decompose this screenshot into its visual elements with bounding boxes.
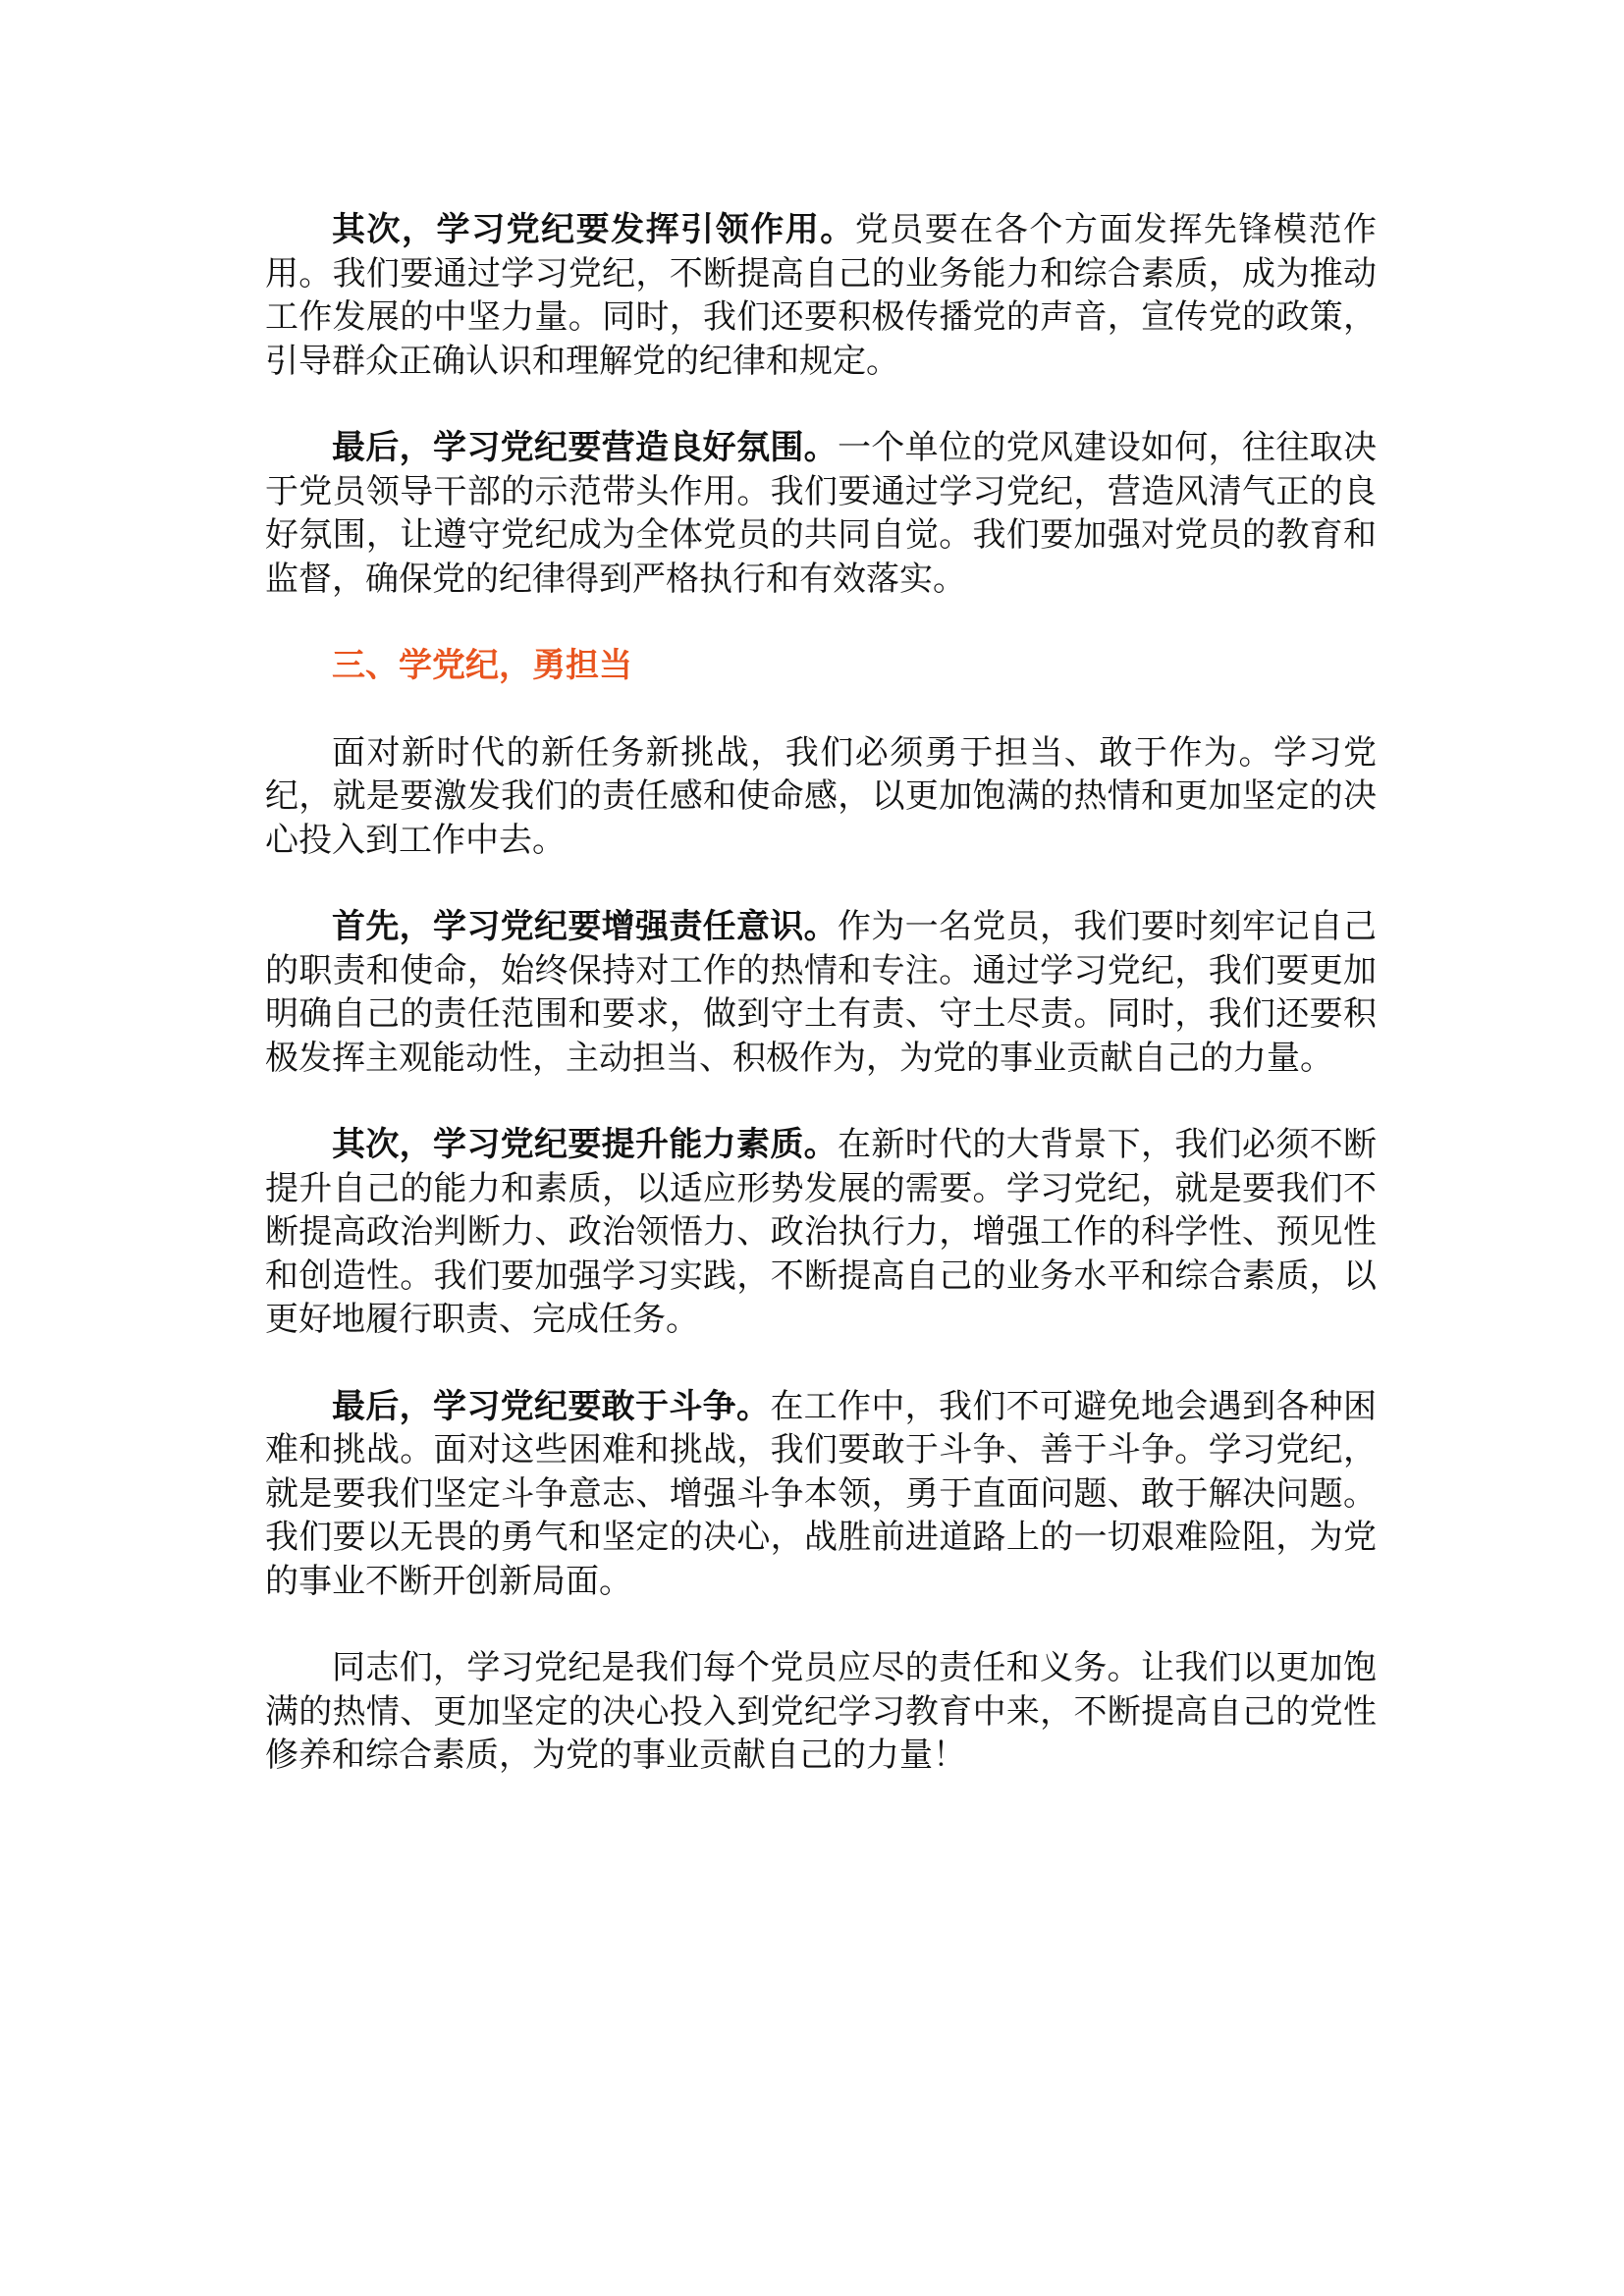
paragraph-body: 在工作中，我们不可避免地会遇到各种困难和挑战。面对这些困难和挑战，我们要敢于斗争、善于斗争。学习党纪，就是要我们坚定斗争意志、增强斗争本领，勇于直面问题、敢于解决问题。我们要以无畏的勇气和坚定的决心，战胜前进道路上的一切艰难险阻，为党的事业不断开创新局面。	[265, 1386, 1378, 1601]
paragraph-lead: 首先，学习党纪要增强责任意识。	[332, 907, 838, 946]
paragraph-ability	[265, 1123, 1377, 1342]
paragraph-atmosphere	[265, 426, 1377, 601]
closing-paragraph: 同志们，学习党纪是我们每个党员应尽的责任和义务。让我们以更加饱满的热情、更加坚定的决心投入到党纪学习教育中来，不断提高自己的党性修养和综合素质，为党的事业贡献自己的力量！	[265, 1648, 1377, 1775]
paragraph-lead: 最后，学习党纪要营造良好氛围。	[332, 428, 838, 467]
paragraph-responsibility	[265, 905, 1377, 1080]
section-heading: 三、学党纪，勇担当	[332, 646, 632, 685]
paragraph-lead: 其次，学习党纪要发挥引领作用。	[332, 210, 855, 249]
paragraph-lead: 最后，学习党纪要敢于斗争。	[332, 1386, 771, 1426]
paragraph-lead-role	[265, 208, 1377, 383]
paragraph-body: 在新时代的大背景下，我们必须不断提升自己的能力和素质，以适应形势发展的需要。学习党纪，就是要我们不断提高政治判断力、政治领悟力、政治执行力，增强工作的科学性、预见性和创造性。我们要加强学习实践，不断提高自己的业务水平和综合素质，以更好地履行职责、完成任务。	[265, 1125, 1377, 1339]
document-page	[265, 208, 1377, 1821]
section-intro: 面对新时代的新任务新挑战，我们必须勇于担当、敢于作为。学习党纪，就是要激发我们的责任感和使命感，以更加饱满的热情和更加坚定的决心投入到工作中去。	[265, 732, 1377, 860]
paragraph-struggle	[265, 1385, 1377, 1604]
paragraph-body: 一个单位的党风建设如何，往往取决于党员领导干部的示范带头作用。我们要通过学习党纪，营造风清气正的良好氛围，让遵守党纪成为全体党员的共同自觉。我们要加强对党员的教育和监督，确保党的纪律得到严格执行和有效落实。	[265, 428, 1377, 599]
paragraph-body: 作为一名党员，我们要时刻牢记自己的职责和使命，始终保持对工作的热情和专注。通过学习党纪，我们要更加明确自己的责任范围和要求，做到守土有责、守土尽责。同时，我们还要积极发挥主观能动性，主动担当、积极作为，为党的事业贡献自己的力量。	[265, 907, 1377, 1078]
paragraph-body: 党员要在各个方面发挥先锋模范作用。我们要通过学习党纪，不断提高自己的业务能力和综合素质，成为推动工作发展的中坚力量。同时，我们还要积极传播党的声音，宣传党的政策，引导群众正确认识和理解党的纪律和规定。	[265, 210, 1378, 381]
paragraph-lead: 其次，学习党纪要提升能力素质。	[332, 1125, 838, 1164]
